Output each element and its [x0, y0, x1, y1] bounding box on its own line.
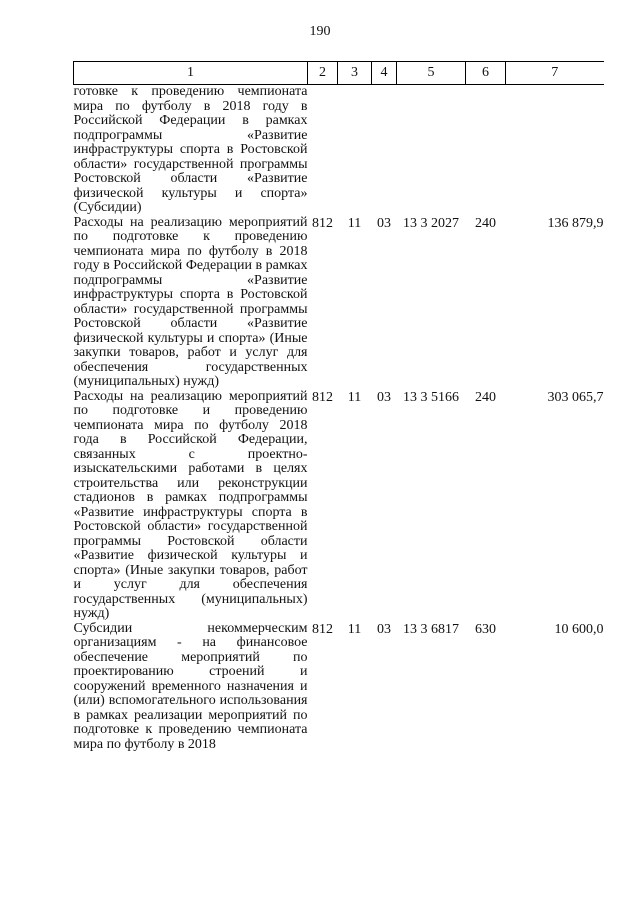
row-csr: 13 3 2027 — [403, 215, 459, 231]
row-description: Расходы на реализацию мероприятий по подготовке к проведению чемпионата мира по футболу в 2018 году в Российской Федерации в рамках подпрограммы «Развитие инфраструктуры спорта в Ростовской области» государственной программы Ростовской области «Развитие физической культуры и спорта» (Иные закупки товаров, работ и услуг для обеспечения государственных (муниципальных) нужд) — [73, 214, 308, 389]
page-number: 190 — [309, 24, 331, 39]
table-row — [74, 216, 604, 390]
row-pr — [372, 85, 397, 216]
budget-table — [73, 61, 604, 752]
row-grbs: 812 — [312, 389, 333, 405]
row-amount — [506, 85, 604, 216]
table-row — [74, 622, 604, 753]
row-vr: 240 — [475, 389, 496, 405]
column-header-6: 6 — [466, 62, 506, 85]
row-amount: 10 600,0 — [554, 621, 604, 637]
column-header-5: 5 — [397, 62, 466, 85]
column-header-3: 3 — [338, 62, 372, 85]
row-description: Субсидии некоммерческим организациям - на финансовое обеспечение мероприятий по проектированию строений и сооружений временного назначения и (или) вспомогательного использования в рамках реализации мероприятий по подготовке к проведению чемпионата мира по футболу в 2018 — [73, 620, 308, 752]
row-rz: 11 — [347, 215, 362, 231]
row-pr: 03 — [377, 389, 391, 405]
row-grbs: 812 — [312, 215, 333, 231]
row-grbs: 812 — [312, 621, 333, 637]
row-rz: 11 — [347, 389, 362, 405]
row-rz: 11 — [347, 621, 362, 637]
row-grbs — [308, 85, 338, 216]
row-amount: 303 065,7 — [547, 389, 604, 405]
table-header-row — [74, 62, 604, 85]
column-header-2: 2 — [308, 62, 338, 85]
row-csr — [397, 85, 466, 216]
row-vr: 240 — [475, 215, 496, 231]
row-description: Расходы на реализацию мероприятий по подготовке и проведению чемпионата мира по футболу 2018 года в Российской Федерации, связанных с проектно-изыскательскими работами в целях строительства или реконструкции стадионов в рамках подпрограммы «Развитие инфраструктуры спорта в Ростовской области» государственной программы Ростовской области «Развитие физической культуры и спорта» (Иные закупки товаров, работ и услуг для обеспечения государственных (муниципальных) нужд) — [73, 388, 308, 621]
column-header-7: 7 — [506, 62, 604, 85]
row-description: готовке к проведению чемпионата мира по футболу в 2018 году в Российской Федерации в рамках подпрограммы «Развитие инфраструктуры спорта в Ростовской области» государственной программы Ростовской области «Развитие физической культуры и спорта» (Субсидии) — [73, 84, 308, 215]
row-amount: 136 879,9 — [547, 215, 604, 231]
row-csr: 13 3 5166 — [403, 389, 459, 405]
row-pr: 03 — [377, 215, 391, 231]
column-header-1: 1 — [74, 62, 308, 85]
row-csr: 13 3 6817 — [403, 621, 459, 637]
row-vr: 630 — [475, 621, 496, 637]
table-row — [74, 85, 604, 216]
table-row — [74, 390, 604, 622]
row-rz — [338, 85, 372, 216]
row-pr: 03 — [377, 621, 391, 637]
row-vr — [466, 85, 506, 216]
column-header-4: 4 — [372, 62, 397, 85]
